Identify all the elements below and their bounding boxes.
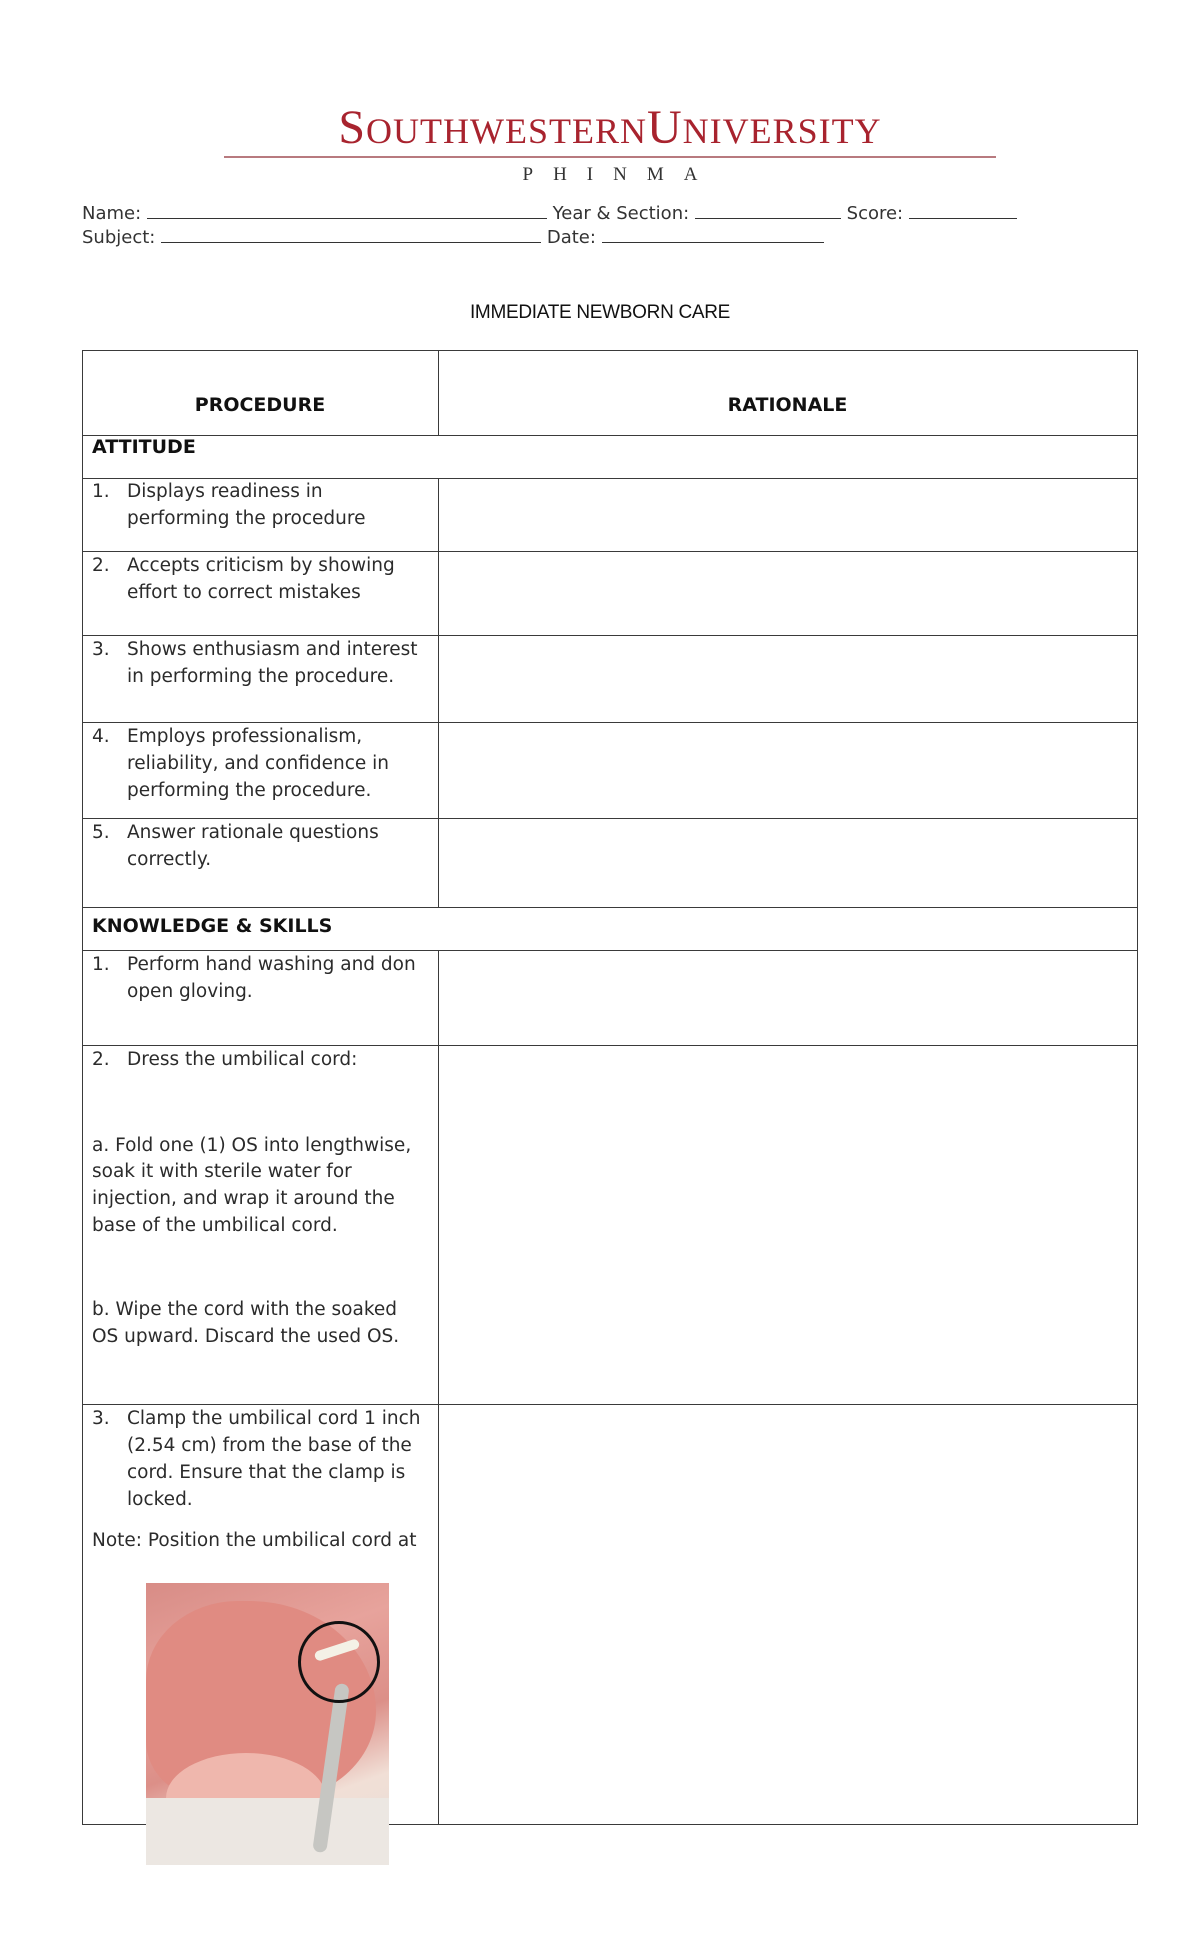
umbilical-cord-clamp-photo: [146, 1583, 389, 1865]
column-header-procedure: PROCEDURE: [194, 394, 326, 416]
subject-label: Subject:: [82, 227, 156, 248]
year-section-label: Year & Section:: [552, 203, 690, 224]
logo-wordmark: SOUTHWESTERNUNIVERSITY: [338, 101, 882, 154]
score-label: Score:: [846, 203, 904, 224]
logo-subtitle: PHINMA: [522, 164, 718, 185]
column-header-rationale: RATIONALE: [727, 394, 848, 416]
section-title-attitude: ATTITUDE: [92, 436, 196, 458]
document-title: IMMEDIATE NEWBORN CARE: [469, 302, 731, 323]
procedure-table: PROCEDURE RATIONALE ATTITUDE 1. Displays readiness in performing the procedure 2. Accepts criticism by showing effort to correct mistakes 3. Shows enthusiasm and interest in performing the procedure. 4. Employs professionalism, reliability, and confidence in performing the procedure. 5. Answer rationale questions correctly. KNOWLEDGE & SKILLS 1. Perform hand washing and don open gloving. 2. Dress the umbilical cord: a. Fold one (1) OS into lengthwise, soak it with sterile water for injection, and wrap it around the base of the umbilical cord. b. Wipe the cord with the soaked OS upward. Discard the used OS. 3. Clamp the umbilical cord 1 inch (2.54 cm) from the base of the cord. Ensure that the clamp is locked. Note: Position the umbilical cord at: [0, 0, 1200, 1951]
section-title-knowledge-skills: KNOWLEDGE & SKILLS: [92, 915, 333, 937]
highlight-circle: [298, 1621, 380, 1703]
note-text: Note: Position the umbilical cord at: [92, 1530, 417, 1551]
date-label: Date:: [546, 227, 596, 248]
name-label: Name:: [82, 203, 142, 224]
